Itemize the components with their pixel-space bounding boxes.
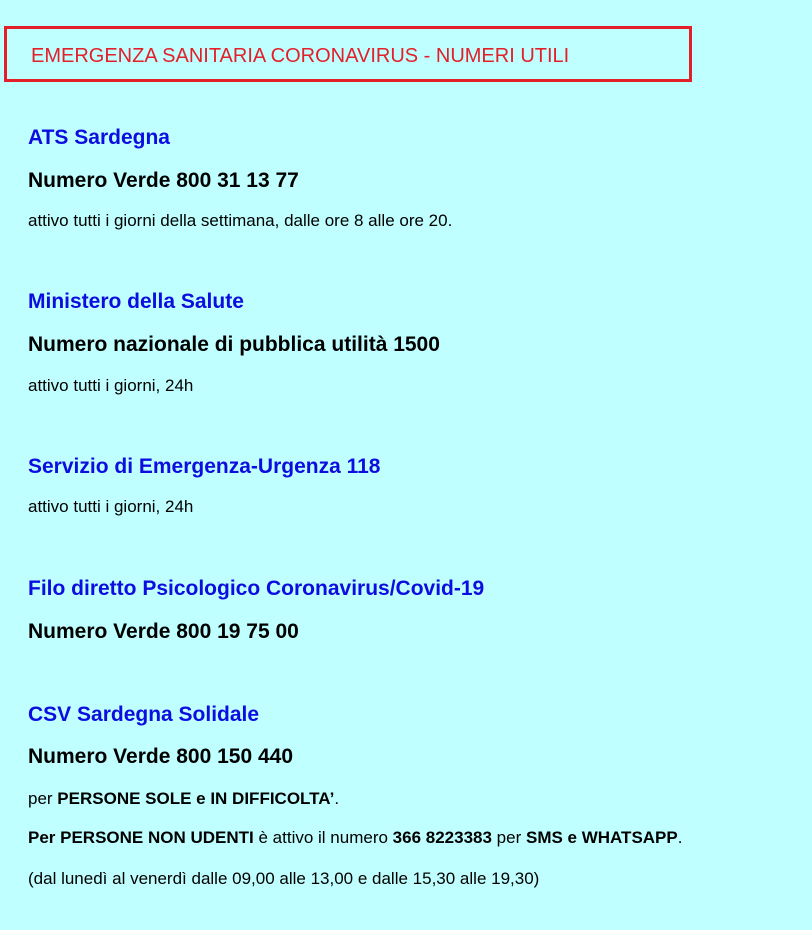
csv-line1-prefix: per bbox=[28, 789, 58, 808]
section-118-note: attivo tutti i giorni, 24h bbox=[28, 497, 194, 516]
page-title: EMERGENZA SANITARIA CORONAVIRUS - NUMERI UTILI bbox=[31, 45, 570, 67]
section-csv-line-1 bbox=[28, 789, 339, 809]
section-ministero-number: Numero nazionale di pubblica utilità 1500 bbox=[28, 333, 440, 356]
csv-line2-phone: 366 8223383 bbox=[392, 828, 492, 847]
section-csv-line-3: (dal lunedì al venerdì dalle 09,00 alle 13,00 e dalle 15,30 alle 19,30) bbox=[28, 869, 540, 888]
csv-line2-bold-1: Per PERSONE NON UDENTI bbox=[28, 828, 254, 847]
csv-line2-plain-2: per bbox=[491, 828, 526, 847]
section-ats-org: ATS Sardegna bbox=[28, 126, 170, 149]
section-ats-number: Numero Verde 800 31 13 77 bbox=[28, 169, 299, 192]
section-118-org: Servizio di Emergenza-Urgenza 118 bbox=[28, 455, 381, 478]
section-ministero-note: attivo tutti i giorni, 24h bbox=[28, 376, 194, 395]
section-csv-line-2 bbox=[28, 828, 682, 848]
csv-line1-suffix: . bbox=[334, 789, 340, 808]
csv-line1-bold: PERSONE SOLE e IN DIFFICOLTA’ bbox=[57, 789, 335, 808]
section-psicologico-org: Filo diretto Psicologico Coronavirus/Covid-19 bbox=[28, 577, 485, 600]
section-psicologico-number: Numero Verde 800 19 75 00 bbox=[28, 620, 299, 643]
title-box bbox=[4, 26, 692, 82]
section-csv-org: CSV Sardegna Solidale bbox=[28, 703, 260, 726]
csv-line2-bold-3: SMS e WHATSAPP bbox=[525, 828, 678, 847]
section-ministero-org: Ministero della Salute bbox=[28, 290, 244, 313]
csv-line2-plain-1: è attivo il numero bbox=[253, 828, 393, 847]
section-csv-number: Numero Verde 800 150 440 bbox=[28, 745, 294, 768]
csv-line2-plain-3: . bbox=[677, 828, 683, 847]
section-ats-note: attivo tutti i giorni della settimana, dalle ore 8 alle ore 20. bbox=[28, 211, 453, 230]
